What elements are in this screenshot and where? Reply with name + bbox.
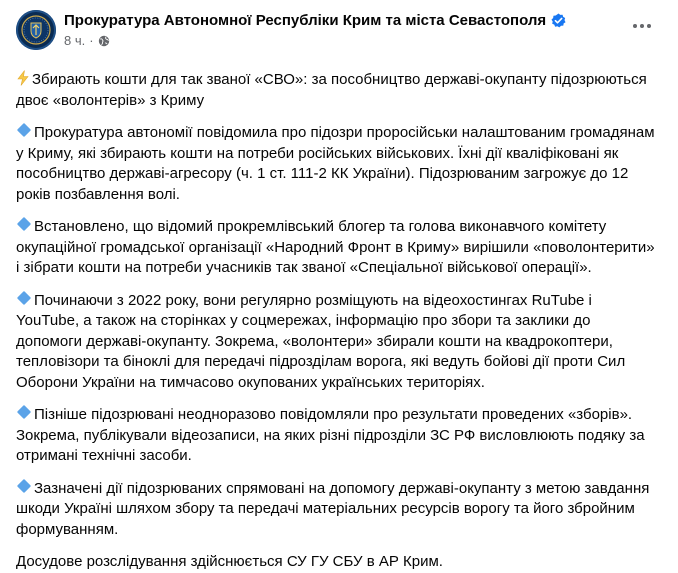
post-paragraph-text: Зазначені дії підозрюваних спрямовані на допомогу державі-окупанту з метою завдання шкоди Україні шляхом збору та передачі матеріальних ресурсів ворогу та його збройним формуванням. xyxy=(16,479,650,538)
post-paragraph-text: Збирають кошти для так званої «СВО»: за пособництво державі-окупанту підозрюються двоє «волонтерів» з Криму xyxy=(16,71,647,109)
page-avatar[interactable] xyxy=(16,10,56,50)
blue-diamond-emoji-icon xyxy=(17,405,31,419)
globe-icon[interactable] xyxy=(98,35,110,47)
page-name-link[interactable]: Прокуратура Автономної Республіки Крим та міста Севастополя xyxy=(64,12,547,29)
post-paragraph-text: Починаючи з 2022 року, вони регулярно розміщують на відеохостингах RuTube і YouTube, а також на сторінках у соцмережах, інформацію про збори та заклики до допомоги державі-окупанту. Зокрема, «волонтери» збирали кошти на квадрокоптери, тепловізори та біноклі для передачі підрозділам ворога, які ведуть бойові дії проти Сил Оборони України на тимчасово окупованих українських територіях. xyxy=(16,291,626,391)
post-paragraph xyxy=(16,479,656,541)
more-options-icon xyxy=(632,23,652,29)
lightning-emoji-icon xyxy=(16,70,30,86)
post-body xyxy=(16,70,656,573)
name-row xyxy=(64,11,662,30)
blue-diamond-emoji-icon xyxy=(17,217,31,231)
post-paragraph-lead xyxy=(16,70,656,111)
post-paragraph xyxy=(16,217,656,279)
post-paragraph xyxy=(16,405,656,467)
post-paragraph-text: Встановлено, що відомий прокремлівський блогер та голова виконавчого комітету окупаційної громадської організації «Народний Фронт в Криму» вирішили «поволонтерити» і зібрати кошти на потреби учасників так званої «Спеціальної військової операції». xyxy=(16,218,655,276)
prosecutor-emblem-icon xyxy=(20,14,52,46)
blue-diamond-emoji-icon xyxy=(17,290,31,304)
post-paragraph-text: Прокуратура автономії повідомила про підозри проросійськи налаштованим громадянам у Криму, які збирають кошти на потреби російських військових. Їхні дії кваліфіковані як пособництво державі-агресору (ч. 1 ст. 111-2 КК України). Підозрюваним загрожує до 12 років позбавлення волі. xyxy=(16,124,655,203)
post-paragraph xyxy=(16,291,656,394)
blue-diamond-emoji-icon xyxy=(17,123,31,137)
post-timestamp[interactable]: 8 ч. xyxy=(64,33,86,48)
verified-badge-icon xyxy=(551,13,566,28)
post-meta xyxy=(64,10,662,48)
more-options-button[interactable] xyxy=(624,12,660,40)
post-header xyxy=(16,10,662,54)
post-paragraph xyxy=(16,123,656,205)
blue-diamond-emoji-icon xyxy=(17,478,31,492)
post-paragraph-text: Пізніше підозрювані неодноразово повідомляли про результати проведених «зборів». Зокрема, публікували відеозаписи, на яких різні підрозділи ЗС РФ висловлюють подяку за отримані технічні засоби. xyxy=(16,406,645,464)
post-paragraph-final xyxy=(16,552,656,573)
post-subline xyxy=(64,33,662,48)
separator-dot: · xyxy=(89,33,94,48)
post-paragraph-text: Досудове розслідування здійснюється СУ ГУ СБУ в АР Крим. xyxy=(16,553,443,570)
